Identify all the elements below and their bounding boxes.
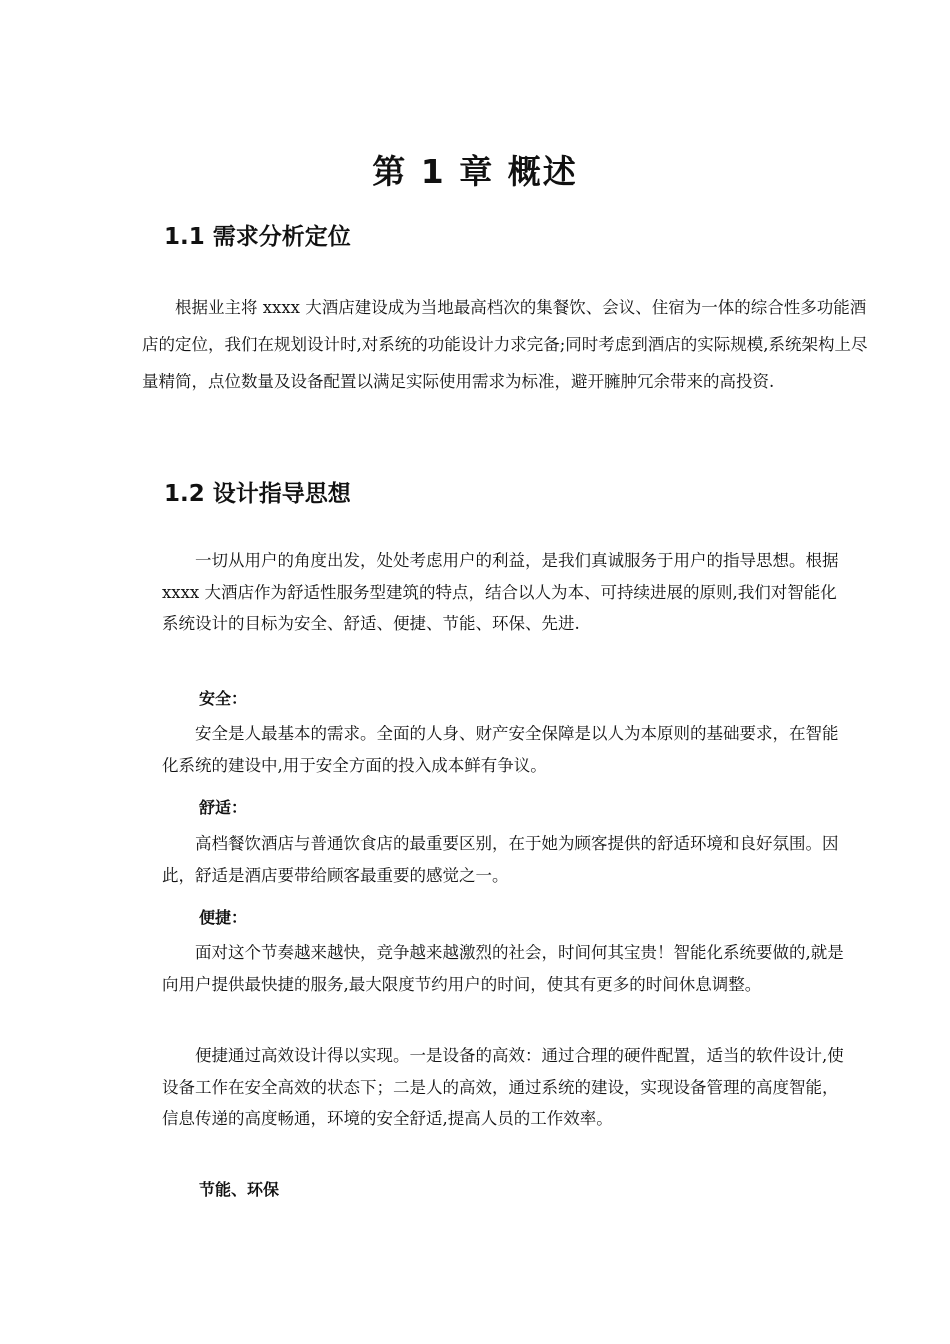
- comfort-label: 舒适：: [199, 798, 248, 817]
- comfort-paragraph: 高档餐饮酒店与普通饮食店的最重要区别，在于她为顾客提供的舒适环境和良好氛围。因此，舒适是酒店要带给顾客最重要的感觉之一。: [162, 834, 839, 885]
- section-heading-1-2: 1.2 设计指导思想: [164, 481, 351, 507]
- chapter-title: 第 1 章 概述: [372, 152, 578, 191]
- safety-paragraph: 安全是人最基本的需求。全面的人身、财产安全保障是以人为本原则的基础要求，在智能化系统的建设中,用于安全方面的投入成本鲜有争议。: [162, 724, 839, 775]
- convenience-label: 便捷：: [199, 908, 248, 927]
- safety-label: 安全：: [199, 689, 248, 708]
- convenience-paragraph-1: 面对这个节奏越来越快，竞争越来越激烈的社会，时间何其宝贵！智能化系统要做的,就是向用户提供最快捷的服务,最大限度节约用户的时间，使其有更多的时间休息调整。: [162, 943, 844, 994]
- convenience-paragraph-2: 便捷通过高效设计得以实现。一是设备的高效：通过合理的硬件配置，适当的软件设计,使设备工作在安全高效的状态下；二是人的高效，通过系统的建设，实现设备管理的高度智能，信息传递的高度畅通，环境的安全舒适,提高人员的工作效率。: [162, 1046, 844, 1128]
- section-1-1-paragraph: 根据业主将 xxxx 大酒店建设成为当地最高档次的集餐饮、会议、住宿为一体的综合性多功能酒店的定位，我们在规划设计时,对系统的功能设计力求完备;同时考虑到酒店的实际规模,系统架构上尽量精简，点位数量及设备配置以满足实际使用需求为标准，避开臃肿冗余带来的高投资.: [142, 298, 868, 391]
- energy-environment-label: 节能、环保: [199, 1180, 280, 1199]
- section-1-2-intro-paragraph: 一切从用户的角度出发，处处考虑用户的利益，是我们真诚服务于用户的指导思想。根据 xxxx 大酒店作为舒适性服务型建筑的特点，结合以人为本、可持续进展的原则,我们对智能化系统设计的目标为安全、舒适、便捷、节能、环保、先进.: [162, 551, 839, 633]
- section-heading-1-1: 1.1 需求分析定位: [164, 224, 351, 250]
